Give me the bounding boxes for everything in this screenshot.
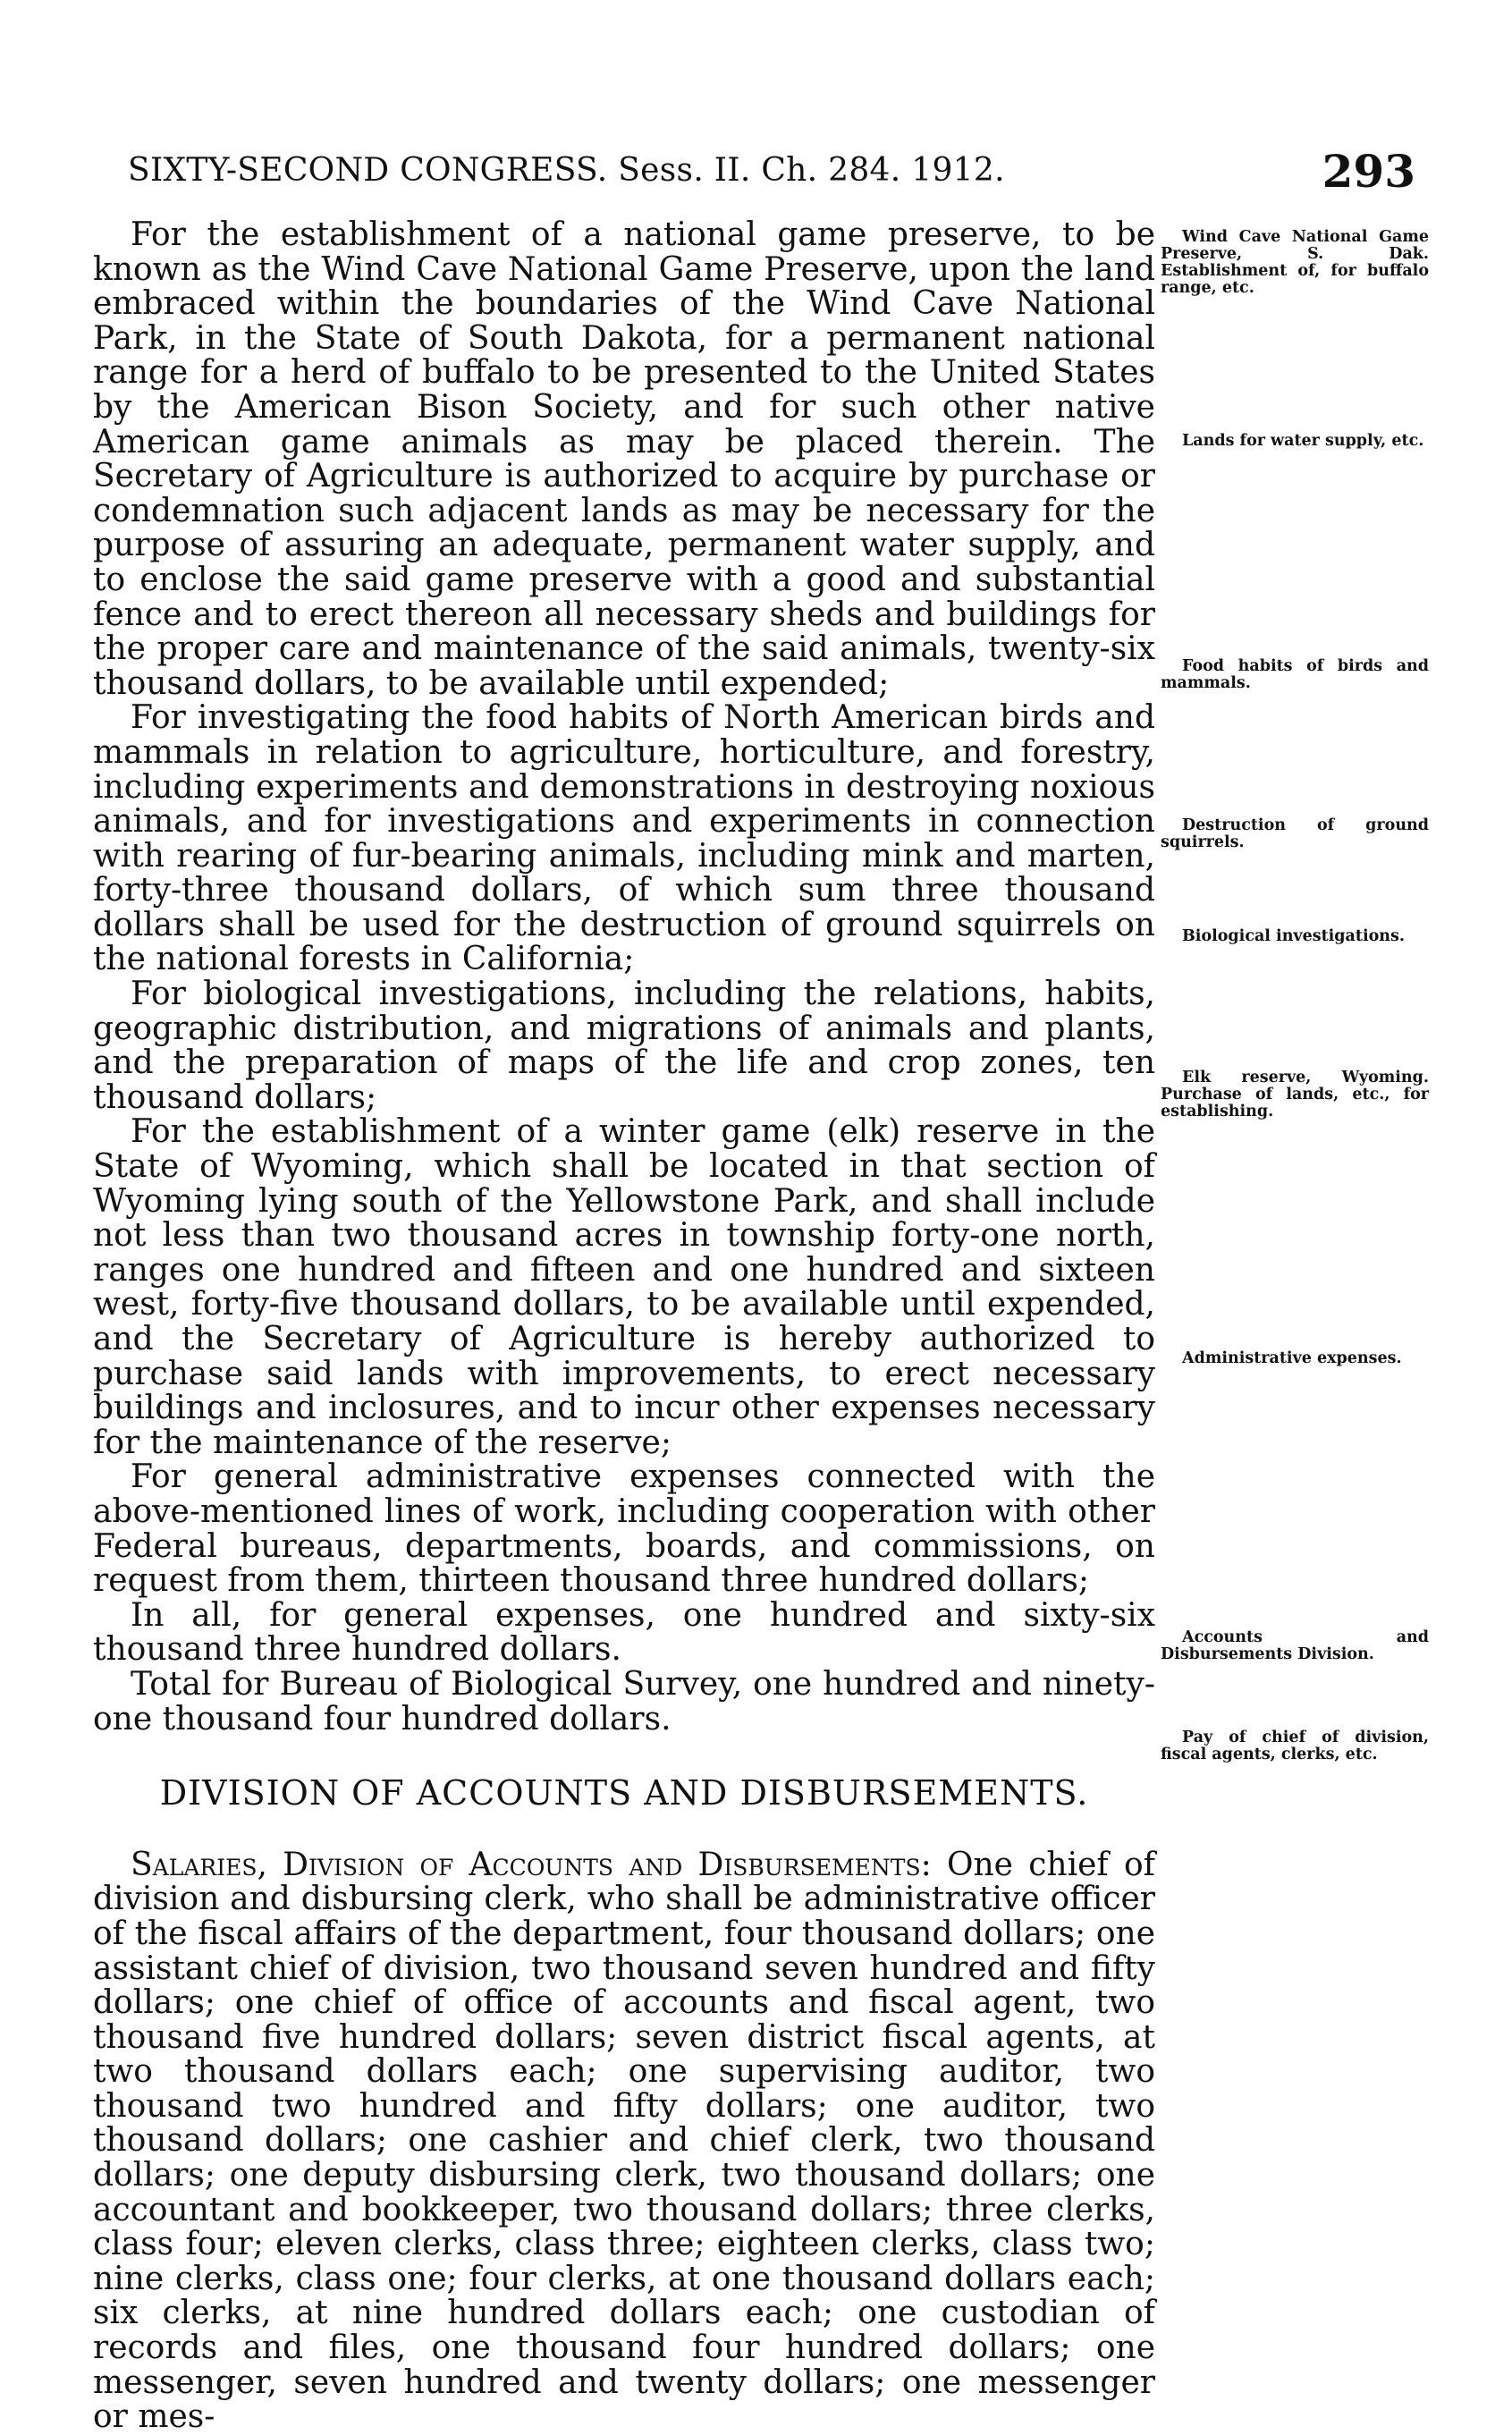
general-expenses-total-paragraph: In all, for general expenses, one hundred and sixty-six thousand three hundred dollars. <box>93 1596 1155 1669</box>
margin-note-water-supply: Lands for water supply, etc. <box>1182 432 1424 450</box>
statute-text-column <box>93 218 1155 2435</box>
margin-note-elk-reserve: Elk reserve, Wyoming. Purchase of lands, etc., for establishing. <box>1161 1069 1429 1120</box>
running-head <box>128 145 1415 206</box>
margin-note-food-habits: Food habits of birds and mammals. <box>1161 657 1429 692</box>
wind-cave-paragraph: For the establishment of a national game preserve, to be known as the Wind Cave National Game Preserve, upon the land embraced within the boundaries of the Wind Cave National Park, in the State of South Dakota, for a permanent national range for a herd of buffalo to be presented to the United States by the American Bison Society, and for such other native American game animals as may be placed therein. The Secretary of Agriculture is authorized to acquire by purchase or condemnation such adjacent lands as may be necessary for the purpose of assuring an adequate, permanent water supply, and to enclose the said game preserve with a good and substantial fence and to erect thereon all necessary sheds and buildings for the proper care and maintenance of the said animals, twenty-six thousand dollars, to be available until expended; <box>93 216 1155 702</box>
page-number: 293 <box>1322 145 1415 198</box>
margin-note-pay-of-chief: Pay of chief of division, fiscal agents, clerks, etc. <box>1161 1729 1429 1763</box>
administrative-expenses-paragraph: For general administrative expenses connected with the above-mentioned lines of work, including cooperation with other Federal bureaus, departments, boards, and commissions, on request from them, thirteen thousand three hundred dollars; <box>93 1458 1155 1600</box>
margin-note-wind-cave: Wind Cave National Game Preserve, S. Dak. Establishment of, for buffalo range, etc. <box>1161 228 1429 297</box>
running-head-title: SIXTY-SECOND CONGRESS. Sess. II. Ch. 284. 1912. <box>128 152 1005 189</box>
margin-note-accounts-division: Accounts and Disbursements Division. <box>1161 1628 1429 1663</box>
margin-note-ground-squirrels: Destruction of ground squirrels. <box>1161 816 1429 851</box>
salaries-paragraph <box>93 1848 1155 2435</box>
elk-reserve-paragraph: For the establishment of a winter game (elk) reserve in the State of Wyoming, which shall be located in that section of Wyoming lying south of the Yellowstone Park, and shall include not less than two thousand acres in township forty-one north, ranges one hundred and fifteen and one hundred and sixteen west, forty-five thousand dollars, to be available until expended, and the Secretary of Agriculture is hereby authorized to purchase said lands with improvements, to erect necessary buildings and inclosures, and to incur other expenses necessary for the maintenance of the reserve; <box>93 1113 1155 1461</box>
salaries-lead: Salaries, Division of Accounts and Disbursements: <box>131 1846 932 1883</box>
section-heading: DIVISION OF ACCOUNTS AND DISBURSEMENTS. <box>159 1773 1089 1814</box>
margin-note-administrative: Administrative expenses. <box>1182 1349 1402 1367</box>
food-habits-paragraph: For investigating the food habits of North American birds and mammals in relation to agriculture, horticulture, and forestry, including experiments and demonstrations in destroying noxious animals, and for investigations and experiments in connection with rearing of fur-bearing animals, including mink and marten, forty-three thousand dollars, of which sum three thousand dollars shall be used for the destruction of ground squirrels on the national forests in California; <box>93 699 1155 978</box>
biological-investigations-paragraph: For biological investigations, including the relations, habits, geographic distribution, and migrations of animals and plants, and the preparation of maps of the life and crop zones, ten thousand dollars; <box>93 976 1155 1116</box>
salaries-text: One chief of division and disbursing clerk, who shall be administrative officer of the fiscal affairs of the department, four thousand dollars; one assistant chief of division, two thousand seven hundred and fifty dollars; one chief of office of accounts and fiscal agent, two thousand five hundred dollars; seven district fiscal agents, at two thousand dollars each; one supervising auditor, two thousand two hundred and fifty dollars; one auditor, two thousand dollars; one cashier and chief clerk, two thousand dollars; one deputy disbursing clerk, two thousand dollars; one accountant and bookkeeper, two thousand dollars; three clerks, class four; eleven clerks, class three; eighteen clerks, class two; nine clerks, class one; four clerks, at one thousand dollars each; six clerks, at nine hundred dollars each; one custodian of records and files, one thousand four hundred dollars; one messenger, seven hundred and twenty dollars; one messenger or mes- <box>93 1846 1155 2435</box>
bureau-total-paragraph: Total for Bureau of Biological Survey, one hundred and ninety-one thousand four hundred dollars. <box>93 1665 1155 1737</box>
margin-note-biological: Biological investigations. <box>1182 927 1405 945</box>
